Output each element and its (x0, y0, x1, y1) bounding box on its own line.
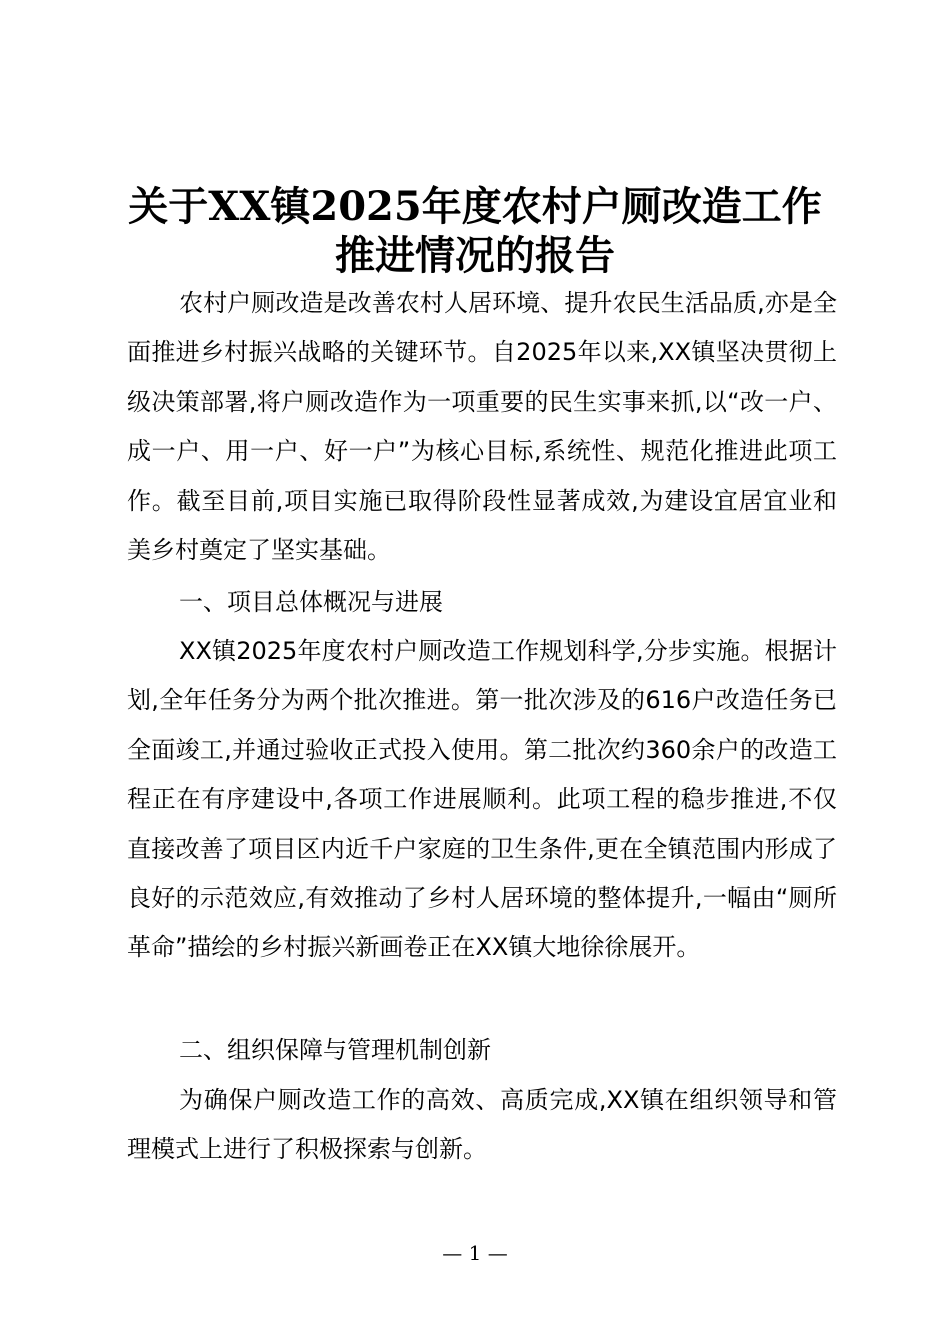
page-number: — 1 — (442, 1241, 508, 1265)
document-title-line-2: 推进情况的报告 (335, 232, 615, 279)
section-1-paragraph: XX镇2025年度农村户厕改造工作规划科学,分步实施。根据计划,全年任务分为两个批次推进。第一批次涉及的616户改造任务已全面竣工,并通过验收正式投入使用。第二批次约360余户的改造工程正在有序建设中,各项工作进展顺利。此项工程的稳步推进,不仅直接改善了项目区内近千户家庭的卫生条件,更在全镇范围内形成了良好的示范效应,有效推动了乡村人居环境的整体提升,一幅由“厕所革命”描绘的乡村振兴新画卷正在XX镇大地徐徐展开。 (127, 637, 837, 962)
intro-paragraph: 农村户厕改造是改善农村人居环境、提升农民生活品质,亦是全面推进乡村振兴战略的关键环节。自2025年以来,XX镇坚决贯彻上级决策部署,将户厕改造作为一项重要的民生实事来抓,以“改一户、成一户、用一户、好一户”为核心目标,系统性、规范化推进此项工作。截至目前,项目实施已取得阶段性显著成效,为建设宜居宜业和美乡村奠定了坚实基础。 (127, 289, 837, 565)
section-heading-1: 一、项目总体概况与进展 (179, 588, 443, 616)
section-heading-2: 二、组织保障与管理机制创新 (179, 1036, 491, 1064)
document-title-line-1: 关于XX镇2025年度农村户厕改造工作 (128, 183, 822, 230)
section-2-paragraph: 为确保户厕改造工作的高效、高质完成,XX镇在组织领导和管理模式上进行了积极探索与创新。 (127, 1086, 837, 1164)
